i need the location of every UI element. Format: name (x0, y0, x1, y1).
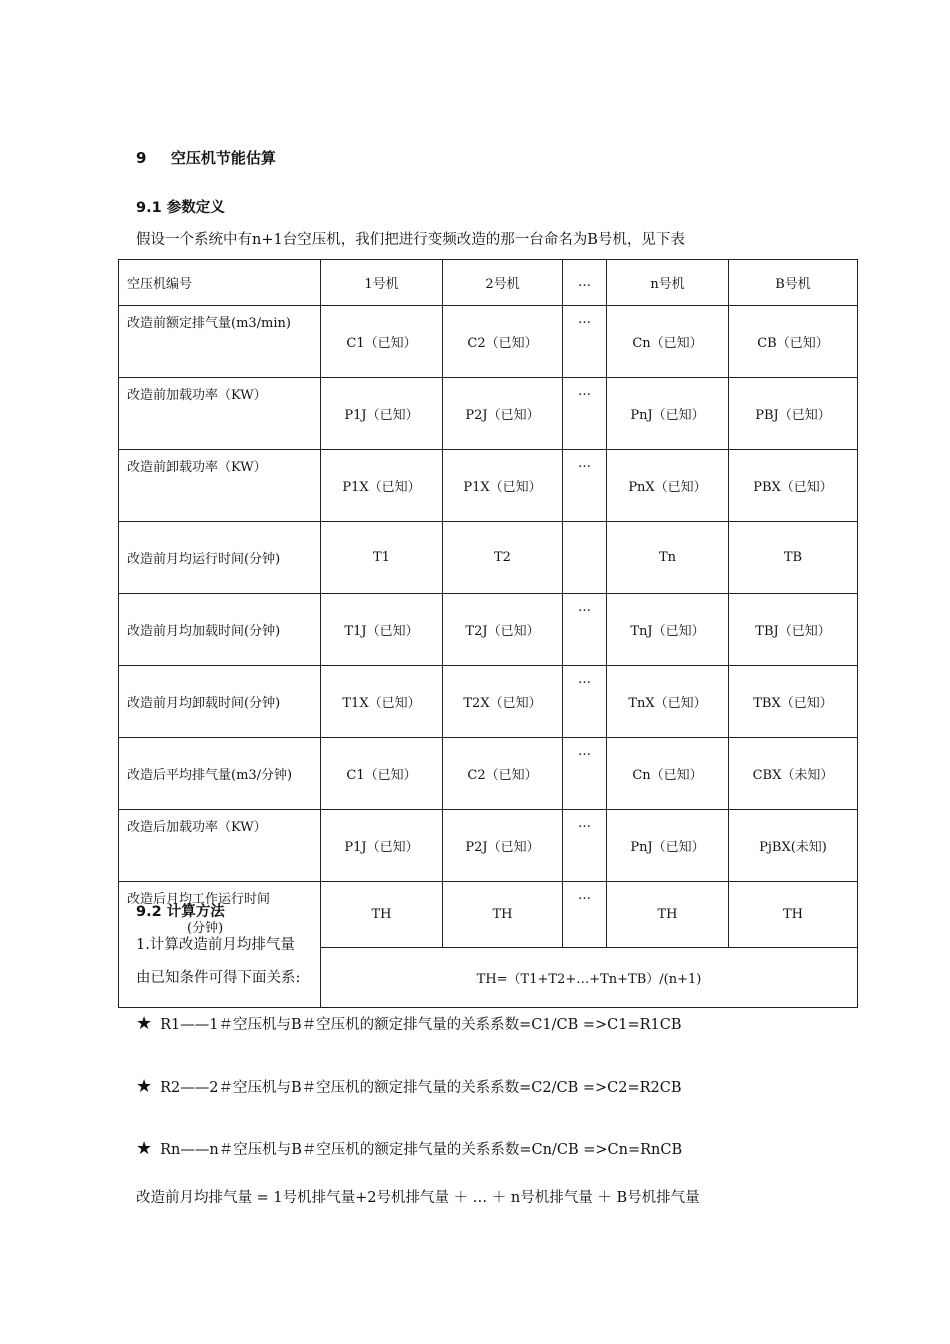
table-cell: P1J（已知） (321, 378, 443, 450)
table-row (119, 666, 858, 738)
table-cell: PnJ（已知） (607, 810, 729, 882)
header-cell: … (563, 260, 607, 306)
intro-paragraph: 假设一个系统中有n+1台空压机，我们把进行变频改造的那一台命名为B号机，见下表 (136, 232, 685, 248)
subsection-title: 参数定义 (166, 200, 225, 216)
table-row (119, 306, 858, 378)
table-cell: PjBX(未知) (729, 810, 858, 882)
table-cell: T1X（已知） (321, 666, 443, 738)
table-cell: … (563, 378, 607, 450)
table-cell: T1 (321, 522, 443, 594)
header-cell: B号机 (729, 260, 858, 306)
section-heading (136, 147, 276, 168)
star-bullet-icon: ★ (136, 1138, 153, 1159)
table-cell: T2J（已知） (443, 594, 563, 666)
table-cell: TnJ（已知） (607, 594, 729, 666)
table-row (119, 450, 858, 522)
relation-line (136, 1013, 682, 1034)
table-cell: Cn（已知） (607, 738, 729, 810)
row-label: 改造后平均排气量(m3/分钟) (119, 738, 321, 810)
formula-cell: TH=（T1+T2+…+Tn+TB）/(n+1) (321, 948, 858, 1008)
relation-text: Rn——n＃空压机与B＃空压机的额定排气量的关系系数=Cn/CB =>Cn=RnCB (160, 1142, 683, 1158)
table-cell: CBX（未知） (729, 738, 858, 810)
subsection-number: 9.2 (136, 904, 162, 920)
table-cell: Tn (607, 522, 729, 594)
header-cell: 空压机编号 (119, 260, 321, 306)
step-heading: 1.计算改造前月均排气量 (136, 937, 295, 953)
table-cell: PnX（已知） (607, 450, 729, 522)
table-cell: … (563, 810, 607, 882)
table-cell: P2J（已知） (443, 810, 563, 882)
table-cell: PBJ（已知） (729, 378, 858, 450)
table-cell: TBX（已知） (729, 666, 858, 738)
table-cell: … (563, 882, 607, 948)
relation-line (136, 1138, 682, 1159)
subsection-title: 计算方法 (166, 904, 225, 920)
row-label: 改造前额定排气量(m3/min) (119, 306, 321, 378)
table-cell: TH (321, 882, 443, 948)
table-cell: CB（已知） (729, 306, 858, 378)
table-cell: C2（已知） (443, 738, 563, 810)
parameter-table (118, 259, 858, 1008)
table-cell: … (563, 594, 607, 666)
header-cell: n号机 (607, 260, 729, 306)
row-label: 改造前月均卸载时间(分钟) (119, 666, 321, 738)
subsection-heading-2 (136, 900, 225, 921)
table-row (119, 378, 858, 450)
table-cell: TnX（已知） (607, 666, 729, 738)
table-cell: TH (729, 882, 858, 948)
table-cell (563, 522, 607, 594)
table-cell: PBX（已知） (729, 450, 858, 522)
table-cell: C1（已知） (321, 306, 443, 378)
table-cell: C2（已知） (443, 306, 563, 378)
header-cell: 1号机 (321, 260, 443, 306)
star-bullet-icon: ★ (136, 1013, 153, 1034)
table-row (119, 810, 858, 882)
table-cell: T2X（已知） (443, 666, 563, 738)
table-cell: TBJ（已知） (729, 594, 858, 666)
row-label: 改造前卸载功率（KW） (119, 450, 321, 522)
row-label-line: 改造后月均工作运行时间 (127, 892, 271, 907)
table-cell: … (563, 666, 607, 738)
star-bullet-icon: ★ (136, 1076, 153, 1097)
table-cell: P1J（已知） (321, 810, 443, 882)
table-header-row (119, 260, 858, 306)
table-cell: T2 (443, 522, 563, 594)
row-label: 改造前加载功率（KW） (119, 378, 321, 450)
row-label: 改造后加载功率（KW） (119, 810, 321, 882)
header-cell: 2号机 (443, 260, 563, 306)
table-cell: P2J（已知） (443, 378, 563, 450)
relation-text: R1——1＃空压机与B＃空压机的额定排气量的关系系数=C1/CB =>C1=R1CB (160, 1017, 682, 1033)
table-row (119, 594, 858, 666)
subsection-number: 9.1 (136, 200, 162, 216)
row-label-unit: (分钟) (187, 921, 224, 936)
table-cell: … (563, 450, 607, 522)
table-cell: TB (729, 522, 858, 594)
table-cell: C1（已知） (321, 738, 443, 810)
section-number: 9 (136, 149, 147, 167)
table-row (119, 522, 858, 594)
table-cell: P1X（已知） (443, 450, 563, 522)
row-label: 改造前月均加载时间(分钟) (119, 594, 321, 666)
subsection-heading-1 (136, 196, 225, 217)
table-cell: … (563, 738, 607, 810)
table-cell: P1X（已知） (321, 450, 443, 522)
table-cell: PnJ（已知） (607, 378, 729, 450)
table-cell: TH (443, 882, 563, 948)
section-title: 空压机节能估算 (170, 149, 276, 167)
row-label: 改造前月均运行时间(分钟) (119, 522, 321, 594)
relation-text: R2——2＃空压机与B＃空压机的额定排气量的关系系数=C2/CB =>C2=R2CB (160, 1080, 682, 1096)
table-cell: … (563, 306, 607, 378)
relation-line (136, 1076, 682, 1097)
summary-line: 改造前月均排气量 = 1号机排气量+2号机排气量 ＋ … ＋ n号机排气量 ＋ B号机排气量 (136, 1190, 700, 1206)
table-cell: T1J（已知） (321, 594, 443, 666)
table-cell: TH (607, 882, 729, 948)
known-conditions-text: 由已知条件可得下面关系: (136, 970, 301, 986)
table-row (119, 738, 858, 810)
table-cell: Cn（已知） (607, 306, 729, 378)
